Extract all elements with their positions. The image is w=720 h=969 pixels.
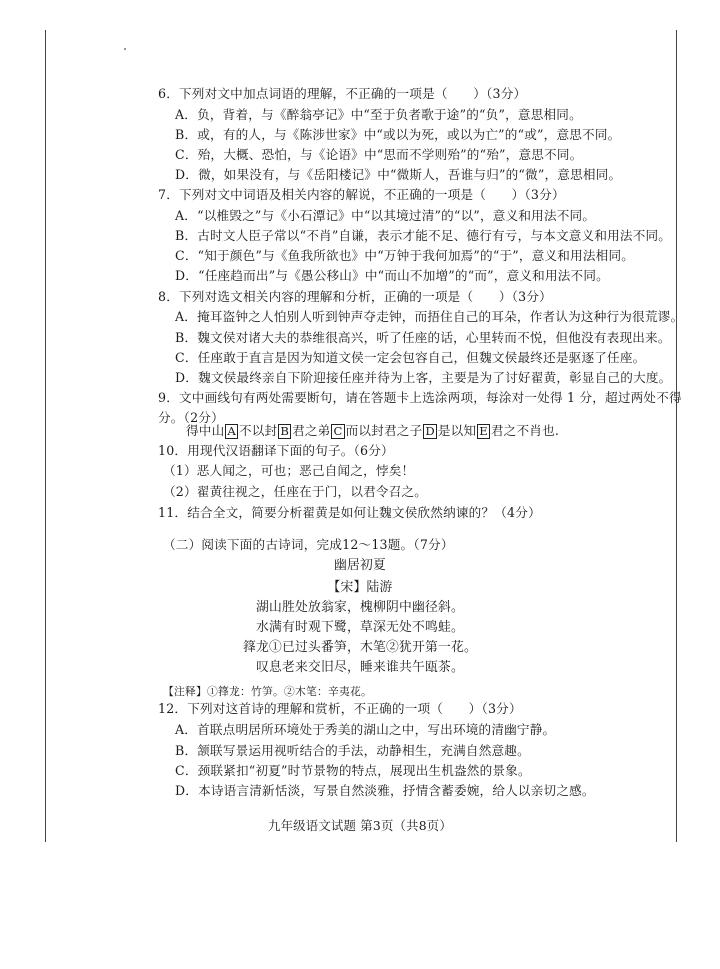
sentence-segment: 君之不肖也. [490,423,560,438]
question-7-stem: 7．下列对文中词语及相关内容的解说，不正确的一项是（ ）（3分） [158,187,565,202]
poem-annotation: 【注释】①箨龙：竹笋。②木笔：辛夷花。 [163,685,372,698]
question-12-stem: 12．下列对这首诗的理解和赏析，不正确的一项（ ）（3分） [158,701,522,716]
break-option-b: B [280,424,290,438]
question-8-stem: 8．下列对选文相关内容的理解和分析，正确的一项是（ ）（3分） [158,289,552,304]
question-8-option-d: D．魏文侯最终亲自下阶迎接任座并待为上客，主要是为了讨好翟黄，彰显自己的大度。 [175,370,672,385]
question-10-item-2: （2）翟黄往视之，任座在于门，以君令召之。 [163,484,428,499]
question-9-stem: 9．文中画线句有两处需要断句，请在答题卡上选涂两项，每涂对一处得 1 分，超过两处不得 [158,390,682,405]
question-12-option-a: A．首联点明居所环境处于秀美的湖山之中，写出环境的清幽宁静。 [175,722,556,737]
question-6-stem: 6．下列对文中加点词语的理解，不正确的一项是（ ）（3分） [158,86,527,101]
sentence-segment: 而以封君之子 [345,423,423,438]
question-12-option-d: D．本诗语言清新恬淡，写景自然淡雅，抒情含蓄委婉，给人以亲切之感。 [175,783,595,798]
poem-author: 【宋】陆游 [327,580,393,595]
question-6-option-a: A．负，背着，与《醉翁亭记》中“至于负者歌于途”的“负”，意思相同。 [175,107,582,122]
question-9-sentence [186,423,559,439]
poem-line-1: 湖山胜处放翁家，槐柳阴中幽径斜。 [256,600,464,615]
break-option-c: C [333,424,343,438]
sentence-segment: 不以封 [238,423,278,438]
question-8-option-a: A．掩耳盗钟之人怕别人听到钟声夺走钟，而捂住自己的耳朵，作者认为这种行为很荒谬。 [175,309,684,324]
break-option-d: D [425,424,435,438]
question-6-option-c: C．殆，大概、恐怕，与《论语》中“思而不学则殆”的“殆”，意思不同。 [175,147,583,162]
break-option-e: E [479,424,488,438]
poem-line-4: 叹息老来交旧尽，睡来谁共午瓯茶。 [256,660,464,675]
page-border-left [45,30,46,842]
question-10-item-1: （1）恶人闻之，可也；恶己自闻之，悖矣！ [163,463,415,478]
sentence-segment: 得中山 [186,423,225,438]
sentence-segment: 君之弟 [292,423,331,438]
poem-line-3: 箨龙①已过头番笋，木笔②犹开第一花。 [243,640,477,655]
question-7-option-a: A．“以椎毁之”与《小石潭记》中“以其境过清”的“以”，意义和用法不同。 [175,208,596,223]
question-7-option-d: D．“任座趋而出”与《愚公移山》中“而山不加增”的“而”，意义和用法不同。 [175,268,609,283]
scan-speck [124,48,126,50]
question-10-stem: 10．用现代汉语翻译下面的句子。（6分） [158,443,394,458]
poem-title: 幽居初夏 [334,558,386,573]
question-7-option-b: B．古时文人臣子常以“不肖”自谦，表示才能不足、德行有亏，与本文意义和用法不同。 [175,228,672,243]
question-12-option-c: C．颈联紧扣“初夏”时节景物的特点，展现出生机盎然的景象。 [175,763,531,778]
question-8-option-b: B．魏文侯对诸大夫的恭维很高兴，听了任座的话，心里转而不悦，但他没有表现出来。 [175,330,671,345]
question-12-option-b: B．颔联写景运用视听结合的手法，动静相生，充满自然意趣。 [175,743,530,758]
break-option-a: A [227,424,236,438]
page-border-right [676,30,677,842]
page-footer: 九年级语文试题 第3页（共8页） [268,818,452,833]
question-11-stem: 11．结合全文，简要分析翟黄是如何让魏文侯欣然纳谏的？（4分） [158,505,541,520]
question-8-option-c: C．任座敢于直言是因为知道文侯一定会包容自己，但魏文侯最终还是驱逐了任座。 [175,350,646,365]
question-9-stem-continued: 分。（2分） [158,410,224,425]
question-6-option-b: B．或，有的人，与《陈涉世家》中“或以为死，或以为亡”的“或”，意思不同。 [175,127,621,142]
poem-line-2: 水满有时观下鹭，草深无处不鸣蛙。 [256,620,464,635]
section-2-heading: （二）阅读下面的古诗词，完成12～13题。（7分） [163,537,454,552]
sentence-segment: 是以知 [437,423,477,438]
question-7-option-c: C．“知于颜色”与《鱼我所欲也》中“万钟于我何加焉”的“于”，意义和用法相同。 [175,248,635,263]
question-6-option-d: D．微，如果没有，与《岳阳楼记》中“微斯人，吾谁与归”的“微”，意思相同。 [175,167,622,182]
